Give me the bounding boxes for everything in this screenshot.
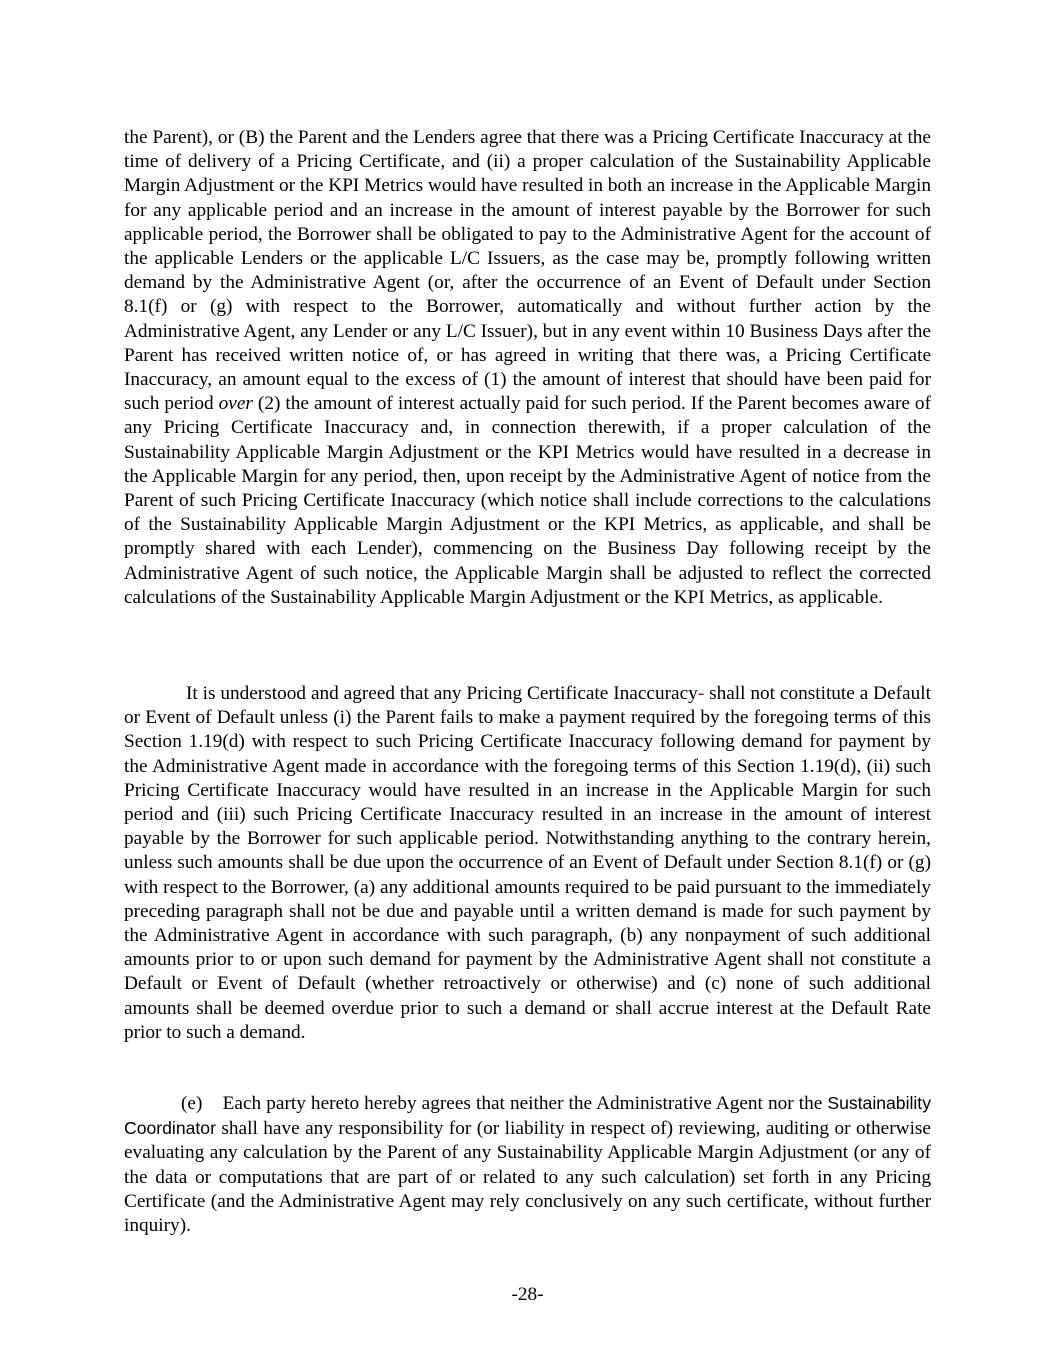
paragraph-continuation: [124, 126, 931, 610]
sustainability-coordinator-term: Sustainability Coordinator: [124, 1093, 931, 1139]
revision-mark: -: [697, 683, 705, 704]
paragraph-3-text-after: shall have any responsibility for (or liability in respect of) reviewing, auditing or otherwise evaluating any calculation by the Parent of any Sustainability Applicable Margin Adjustment (or any of the data or computations that are part of or related to any such calculation) set forth in any Pricing Certificate (and the Administrative Agent may rely conclusively on any such certificate, without further inquiry).: [124, 1118, 931, 1237]
paragraph-understood: [124, 682, 931, 1045]
paragraph-2-text-after: shall not constitute a Default or Event of Default unless (i) the Parent fails to make a payment required by the foregoing terms of this Section 1.19(d) with respect to such Pricing Certificate Inaccuracy following demand for payment by the Administrative Agent made in accordance with the foregoing terms of this Section 1.19(d), (ii) such Pricing Certificate Inaccuracy would have resulted in an increase in the Applicable Margin for such period and (iii) such Pricing Certificate Inaccuracy resulted in an increase in the amount of interest payable by the Borrower for such applicable period. Notwithstanding anything to the contrary herein, unless such amounts shall be due upon the occurrence of an Event of Default under Section 8.1(f) or (g) with respect to the Borrower, (a) any additional amounts required to be paid pursuant to the immediately preceding paragraph shall not be due and payable until a written demand is made for such payment by the Administrative Agent in accordance with such paragraph, (b) any nonpayment of such additional amounts prior to or upon such demand for payment by the Administrative Agent shall not constitute a Default or Event of Default (whether retroactively or otherwise) and (c) none of such additional amounts shall be deemed overdue prior to such a demand or shall accrue interest at the Default Rate prior to such a demand.: [124, 683, 931, 1043]
paragraph-2-text-before: It is understood and agreed that any Pricing Certificate Inaccuracy: [186, 683, 698, 704]
paragraph-3-text-before: Each party hereto hereby agrees that neither the Administrative Agent nor the: [222, 1093, 823, 1114]
paragraph-label: (e): [181, 1093, 203, 1114]
emphasis-over: over: [218, 393, 253, 415]
paragraph-1-text: the Parent), or (B) the Parent and the Lenders agree that there was a Pricing Certificate Inaccuracy at the time of delivery of a Pricing Certificate, and (ii) a proper calculation of the Sustainability Applicable Margin Adjustment or the KPI Metrics would have resulted in both an increase in the Applicable Margin for any applicable period and an increase in the amount of interest payable by the Borrower for such applicable period, the Borrower shall be obligated to pay to the Administrative Agent for the account of the applicable Lenders or the applicable L/C Issuers, as the case may be, promptly following written demand by the Administrative Agent (or, after the occurrence of an Event of Default under Section 8.1(f) or (g) with respect to the Borrower, automatically and without further action by the Administrative Agent, any Lender or any L/C Issuer), but in any event within 10 Business Days after the Parent has received written notice of, or has agreed in writing that there was, a Pricing Certificate Inaccuracy, an amount equal to the excess of (1) the amount of interest that should have been paid for such period: [124, 127, 931, 415]
paragraph-1-text-after: (2) the amount of interest actually paid for such period. If the Parent becomes aware of any Pricing Certificate Inaccuracy and, in connection therewith, if a proper calculation of the Sustainability Applicable Margin Adjustment or the KPI Metrics would have resulted in a decrease in the Applicable Margin for any period, then, upon receipt by the Administrative Agent of notice from the Parent of such Pricing Certificate Inaccuracy (which notice shall include corrections to the calculations of the Sustainability Applicable Margin Adjustment or the KPI Metrics, as applicable, and shall be promptly shared with each Lender), commencing on the Business Day following receipt by the Administrative Agent of such notice, the Applicable Margin shall be adjusted to reflect the corrected calculations of the Sustainability Applicable Margin Adjustment or the KPI Metrics, as applicable.: [124, 393, 931, 608]
page-number: -28-: [511, 1284, 544, 1305]
paragraph-e: [124, 1091, 931, 1238]
